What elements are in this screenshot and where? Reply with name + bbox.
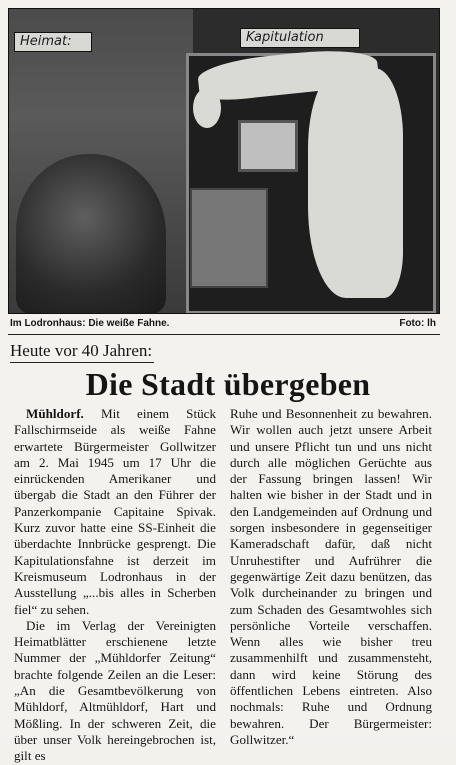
white-flag-shape bbox=[308, 68, 403, 298]
photo-visitor-head bbox=[16, 154, 166, 314]
photo-caption bbox=[10, 316, 440, 332]
caption-text: Im Lodronhaus: Die weiße Fahne. bbox=[10, 318, 170, 329]
article-column-1 bbox=[14, 406, 216, 765]
dateline: Mühldorf. bbox=[26, 406, 84, 421]
photo-poster bbox=[190, 188, 268, 288]
paragraph bbox=[14, 406, 216, 618]
photo-sign-kapitulation: Kapitulation bbox=[240, 28, 360, 48]
paragraph-text: Mit einem Stück Fallschirmseide als weiße Fahne erwartete Bürgermeister Gollwitzer am 2. Mai 1945 um 17 Uhr die einrückenden Amerikaner und übergab die Stadt an den Führer der Panzerkompanie Capitaine Spivak. Kurz zuvor hatte eine SS-Einheit die überdachte Innbrücke gesprengt. Die Kapitulationsfahne ist derzeit im Kreismuseum Lodronhaus in der Ausstellung „...bis alles in Scherben fiel“ zu sehen. bbox=[14, 406, 216, 617]
white-flag-shape bbox=[193, 88, 221, 128]
photo-small-picture bbox=[238, 120, 298, 172]
article-headline: Die Stadt übergeben bbox=[85, 366, 371, 402]
paragraph: Die im Verlag der Vereinigten Heimatblätter erschienene letzte Nummer der „Mühldorfer Zeitung“ brachte folgende Zeilen an die Leser: „An die Gesamtbevölkerung von Mühldorf, Altmühldorf, Hart und Mößling. In der schweren Zeit, die über unser Volk hereingebrochen ist, gilt es bbox=[14, 617, 216, 764]
photo-credit: Foto: lh bbox=[399, 318, 436, 329]
divider bbox=[8, 334, 440, 335]
article-kicker: Heute vor 40 Jahren: bbox=[10, 340, 154, 363]
photo-sign-heimat: Heimat: bbox=[14, 32, 92, 52]
article-photo bbox=[8, 8, 440, 314]
paragraph: Ruhe und Besonnenheit zu bewahren. Wir wollen auch jetzt unsere Arbeit und unsere Pflicht tun und uns nicht durch alle möglichen Gerüchte aus der Fassung bringen lassen! Wir halten wie bisher in der Stadt und in den Landgemeinden auf Ordnung und sorgen insbesondere in gegenseitiger Kameradschaft dafür, daß nicht Unruhestifter und Aufrührer die gegenwärtige Zeit dazu benützen, das Volk durcheinander zu bringen und zum Schaden des Gesamtwohles sich persönliche Vorteile verschaffen. Wenn alles wie bisher treu zusammenhilft und zusammensteht, dann wird keine Störung des öffentlichen Lebens eintreten. Also nochmals: Ruhe und Ordnung bewahren. Der Bürgermeister: Gollwitzer.“ bbox=[230, 406, 432, 747]
article-column-2 bbox=[230, 406, 432, 748]
